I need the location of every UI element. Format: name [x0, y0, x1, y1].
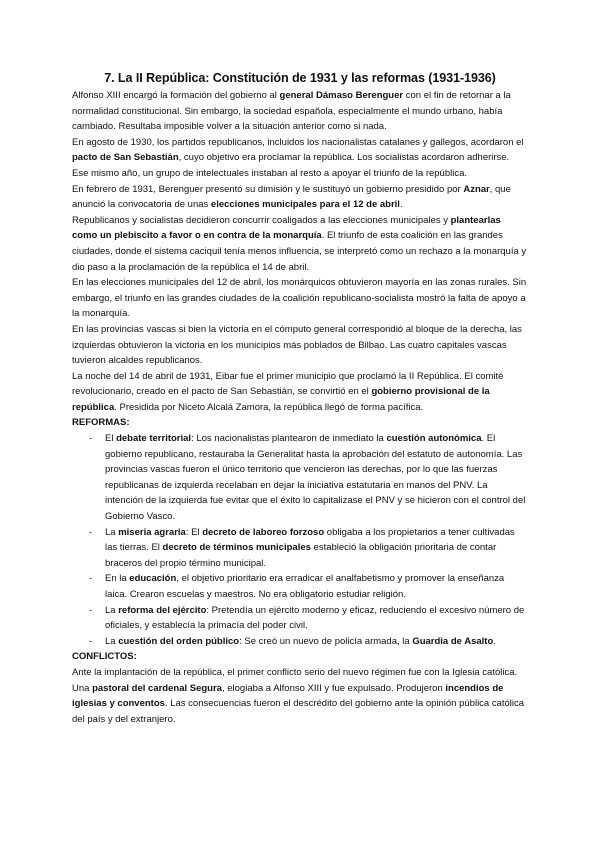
bold-text: cuestión autonómica	[386, 433, 482, 445]
reform-item	[72, 571, 528, 602]
text-run: Ante la implantación de la república, el primer conflicto serio del nuevo régimen fue con la Iglesia católica. Una	[72, 666, 518, 694]
text-run: . El gobierno republicano, restauraba la Generalitat hasta la aprobación del estatuto de autonomía. Las provincias vascas fueron el único territorio que vencieron las derechas, por lo que las fuerzas republicanas de izquierda recelaban en dejar la iniciativa estatutaria en manos del PNV. La intención de la izquierda fue evitar que el éxito lo capitalizase el PNV y se hicieron con el control del Gobierno Vasco.	[105, 433, 526, 523]
bold-text: elecciones municipales para el 12 de abril	[210, 199, 400, 211]
bold-text: general Dámaso Berenguer	[279, 90, 404, 101]
document-title: 7. La II República: Constitución de 1931 y las reformas (1931-1936)	[104, 71, 496, 85]
text-run: La	[105, 526, 119, 538]
text-run: En las elecciones municipales del 12 de abril, los monárquicos obtuvieron mayoría en las zonas rurales. Sin embargo, el triunfo en las grandes ciudades de la coalición republicano-socialista mostró la falta de apoyo a la monarquía.	[72, 277, 527, 320]
body-paragraph	[72, 182, 528, 213]
conflicts-heading: CONFLICTOS:	[72, 651, 137, 663]
text-run: El	[105, 433, 117, 445]
text-run: : Pretendía un ejército moderno y eficaz, reduciendo el excesivo número de oficiales, y establecía la primacía del poder civil.	[105, 604, 525, 632]
intro-section	[72, 88, 528, 415]
text-run: . Las consecuencias fueron el descrédito del gobierno ante la opinión pública católica del país y del extranjero.	[72, 698, 525, 725]
bold-text: decreto de términos municipales	[162, 542, 311, 554]
bold-text: debate territorial	[116, 433, 192, 445]
bold-text: plantearlas como un plebiscito a favor o en contra de la monarquía	[72, 214, 501, 242]
text-run: , cuyo objetivo era proclamar la república. Los socialistas acordaron adherirse.	[178, 152, 510, 164]
text-run: La	[105, 604, 119, 616]
text-run: Alfonso XIII encargó la formación del gobierno al	[72, 90, 280, 101]
reforms-list	[72, 431, 528, 649]
bold-text: incendios de iglesias y conventos	[72, 682, 504, 710]
text-run: , que anunció la convocatoria de unas	[72, 183, 511, 211]
text-run: : Se creó un nuevo de policía armada, la	[239, 635, 413, 647]
text-run: : Los nacionalistas plantearon de inmediato la	[191, 433, 387, 445]
text-run: .	[399, 199, 403, 211]
body-paragraph	[72, 88, 528, 135]
body-paragraph	[72, 369, 528, 416]
body-paragraph	[72, 665, 528, 727]
text-run: Republicanos y socialistas decidieron concurrir coaligados a las elecciones municipales y	[72, 214, 451, 226]
reform-item	[72, 525, 528, 572]
body-paragraph	[72, 166, 528, 182]
bold-text: Guardia de Asalto	[412, 635, 494, 647]
text-run: La	[105, 635, 119, 647]
body-paragraph	[72, 135, 528, 166]
reform-item	[72, 431, 528, 525]
bold-text: Aznar	[463, 183, 490, 195]
text-run: En agosto de 1930, los partidos republicanos, incluidos los nacionalistas catalanes y gallegos, acordaron el	[72, 136, 524, 148]
bold-text: reforma del ejército	[118, 604, 207, 616]
reform-item	[72, 634, 528, 650]
conflicts-section	[72, 665, 528, 727]
bold-text: decreto de laboreo forzoso	[202, 526, 325, 538]
bullet-dash-icon: -	[89, 526, 93, 538]
text-run: En febrero de 1931, Berenguer presentó su dimisión y le sustituyó un gobierno presidido por	[72, 183, 464, 195]
bold-text: cuestión del orden público	[118, 635, 240, 647]
text-run: La noche del 14 de abril de 1931, Eibar fue el primer municipio que proclamó la II República. El comité revolucionario, creado en el pacto de San Sebastián, se convirtió en el	[72, 370, 504, 398]
text-run: , el objetivo prioritario era erradicar el analfabetismo y promover la enseñanza laica. Crearon escuelas y maestros. No era obligatorio estudiar religión.	[105, 573, 505, 600]
bold-text: educación	[129, 573, 177, 585]
body-paragraph	[72, 275, 528, 322]
bullet-dash-icon: -	[89, 635, 93, 647]
body-paragraph	[72, 213, 528, 275]
text-run: En las provincias vascas si bien la victoria en el cómputo general correspondió al bloque de la derecha, las izquierdas obtuvieron la victoria en los municipios más poblados de Bilbao. Las cuatro capitales vascas tuvieron alcaldes republicanos.	[72, 323, 522, 367]
text-run: obligaba a los propietarios a tener cultivadas las tierras. El	[105, 526, 515, 554]
text-run: con el fin de retornar a la normalidad constitucional. Sin embargo, la sociedad española, especialmente el mundo urbano, había cambiado. Resultaba imposible volver a la situación anterior como si nada.	[72, 90, 511, 133]
text-run: . El triunfo de esta coalición en las grandes ciudades, donde el sistema caciquil tenía menos influencia, se interpretó como un rechazo a la monarquía y dio paso a la proclamación de la república el 14 de abril.	[72, 230, 527, 273]
bullet-dash-icon: -	[89, 433, 93, 445]
document-page	[72, 70, 528, 727]
text-run: . Presidida por Niceto Alcalá Zamora, la república llegó de forma pacífica.	[114, 401, 424, 413]
bullet-dash-icon: -	[89, 573, 93, 585]
body-paragraph	[72, 322, 528, 369]
bold-text: miseria agraria	[118, 526, 186, 538]
bold-text: pastoral del cardenal Segura	[92, 682, 222, 694]
bold-text: pacto de San Sebastián	[72, 152, 179, 164]
text-run: Ese mismo año, un grupo de intelectuales instaban al resto a apoyar el triunfo de la república.	[72, 167, 468, 179]
text-run: , elogiaba a Alfonso XIII y fue expulsado. Produjeron	[221, 682, 446, 694]
bullet-dash-icon: -	[89, 604, 93, 616]
reform-item	[72, 603, 528, 634]
text-run: .	[493, 635, 496, 647]
reforms-heading: REFORMAS:	[72, 417, 130, 429]
bold-text: gobierno provisional de la república	[72, 386, 490, 413]
text-run: estableció la obligación prioritaria de contar braceros del propio término municipal.	[105, 542, 497, 569]
text-run: En la	[105, 573, 130, 585]
text-run: : El	[185, 526, 203, 538]
